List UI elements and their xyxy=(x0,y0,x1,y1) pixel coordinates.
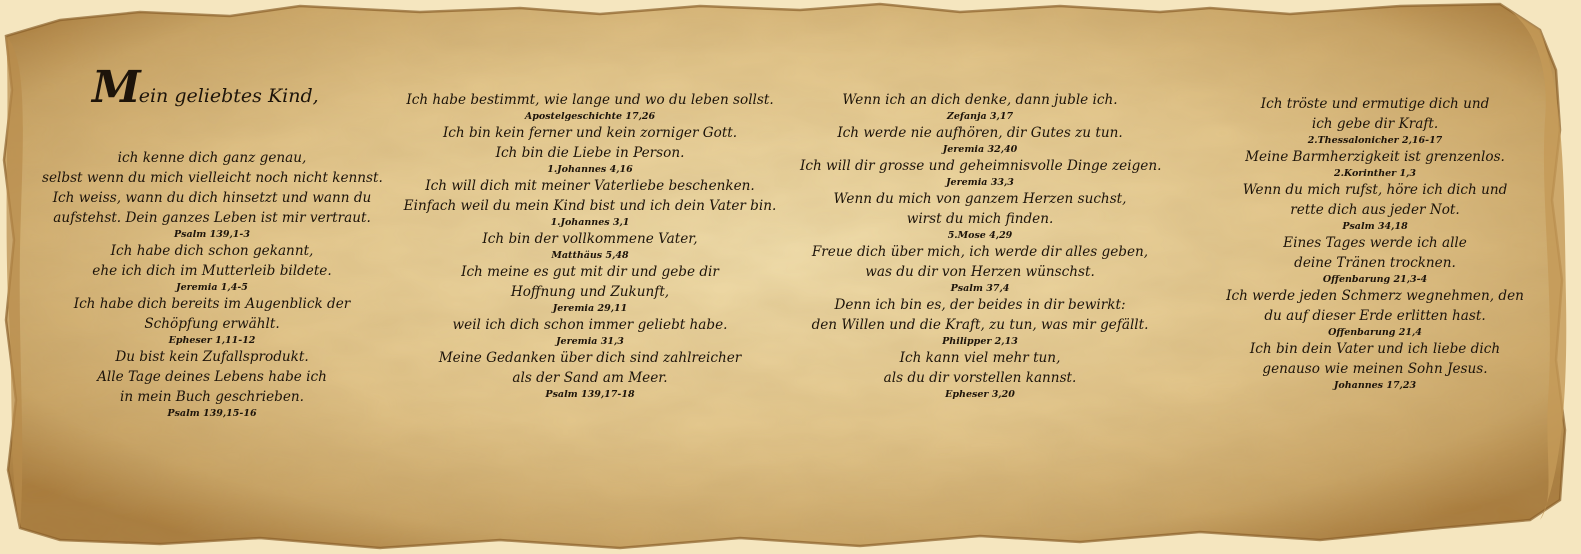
letter-line: ich kenne dich ganz genau, xyxy=(117,150,307,166)
scripture-reference: Jeremia 31,3 xyxy=(556,336,624,347)
scripture-reference: Psalm 139,17-18 xyxy=(545,389,635,400)
scripture-reference: Epheser 1,11-12 xyxy=(168,335,256,346)
letter-line: weil ich dich schon immer geliebt habe. xyxy=(452,317,728,333)
scripture-reference: Psalm 34,18 xyxy=(1342,221,1408,232)
scripture-reference: Offenbarung 21,3-4 xyxy=(1322,274,1428,285)
letter-line: Du bist kein Zufallsprodukt. xyxy=(115,349,309,365)
letter-line: Denn ich bin es, der beides in dir bewirkt: xyxy=(834,297,1126,313)
letter-line: Meine Barmherzigkeit ist grenzenlos. xyxy=(1245,149,1505,165)
letter-column-2 xyxy=(400,90,780,401)
scripture-reference: Matthäus 5,48 xyxy=(551,250,629,261)
greeting-text: ein geliebtes Kind, xyxy=(138,85,319,107)
letter-line: als der Sand am Meer. xyxy=(512,370,668,386)
letter-line: Hoffnung und Zukunft, xyxy=(510,284,670,300)
letter-line: Eines Tages werde ich alle xyxy=(1283,235,1467,251)
letter-line: du auf dieser Erde erlitten hast. xyxy=(1264,308,1486,324)
letter-line: Ich werde nie aufhören, dir Gutes zu tun. xyxy=(837,125,1123,141)
letter-line: Ich habe dich schon gekannt, xyxy=(110,243,314,259)
letter-line: ehe ich dich im Mutterleib bildete. xyxy=(92,263,332,279)
scripture-reference: 1.Johannes 4,16 xyxy=(547,164,633,175)
scripture-reference: Zefanja 3,17 xyxy=(946,111,1014,122)
letter-line: Alle Tage deines Lebens habe ich xyxy=(97,369,327,385)
letter-line: Ich bin der vollkommene Vater, xyxy=(482,231,698,247)
scripture-reference: Psalm 139,1-3 xyxy=(174,229,250,240)
letter-line: genauso wie meinen Sohn Jesus. xyxy=(1262,361,1488,377)
scripture-reference: Jeremia 32,40 xyxy=(942,144,1018,155)
scripture-reference: Jeremia 29,11 xyxy=(552,303,628,314)
scripture-reference: 2.Thessalonicher 2,16-17 xyxy=(1307,135,1443,146)
letter-column-1 xyxy=(42,148,382,420)
scripture-reference: Philipper 2,13 xyxy=(942,336,1018,347)
letter-line: Ich will dich mit meiner Vaterliebe beschenken. xyxy=(425,178,755,194)
letter-column-4 xyxy=(1215,94,1535,392)
letter-line: deine Tränen trocknen. xyxy=(1294,255,1456,271)
letter-line: Wenn du mich von ganzem Herzen suchst, xyxy=(833,191,1127,207)
letter-line: Ich werde jeden Schmerz wegnehmen, den xyxy=(1226,288,1524,304)
letter-line: selbst wenn du mich vielleicht noch nicht kennst. xyxy=(42,170,383,186)
scripture-reference: Jeremia 1,4-5 xyxy=(176,282,248,293)
letter-line: Ich habe dich bereits im Augenblick der xyxy=(73,296,351,312)
letter-line: Wenn du mich rufst, höre ich dich und xyxy=(1242,182,1508,198)
scripture-reference: Psalm 139,15-16 xyxy=(167,408,257,419)
scripture-reference: Apostelgeschichte 17,26 xyxy=(524,111,656,122)
letter-line: den Willen und die Kraft, zu tun, was mir gefällt. xyxy=(811,317,1149,333)
letter-line: wirst du mich finden. xyxy=(906,211,1054,227)
letter-line: Schöpfung erwählt. xyxy=(144,316,280,332)
scripture-reference: Epheser 3,20 xyxy=(945,389,1015,400)
letter-line: Ich bin dein Vater und ich liebe dich xyxy=(1249,341,1501,357)
letter-line: Ich meine es gut mit dir und gebe dir xyxy=(461,264,719,280)
scripture-reference: 1.Johannes 3,1 xyxy=(550,217,630,228)
letter-line: ich gebe dir Kraft. xyxy=(1311,116,1439,132)
greeting xyxy=(92,62,319,113)
scripture-reference: Psalm 37,4 xyxy=(950,283,1010,294)
letter-line: Freue dich über mich, ich werde dir alles geben, xyxy=(811,244,1149,260)
letter-line: Ich bin kein ferner und kein zorniger Gott. xyxy=(442,125,738,141)
scripture-reference: Johannes 17,23 xyxy=(1333,380,1417,391)
letter-line: Ich will dir grosse und geheimnisvolle Dinge zeigen. xyxy=(800,158,1162,174)
letter-line: Ich tröste und ermutige dich und xyxy=(1260,96,1490,112)
letter-line: als du dir vorstellen kannst. xyxy=(883,370,1077,386)
letter-line: rette dich aus jeder Not. xyxy=(1290,202,1460,218)
letter-line: Ich habe bestimmt, wie lange und wo du leben sollst. xyxy=(406,92,774,108)
scripture-reference: 5.Mose 4,29 xyxy=(947,230,1013,241)
greeting-initial: M xyxy=(92,62,139,113)
letter-line: aufstehst. Dein ganzes Leben ist mir vertraut. xyxy=(53,210,371,226)
letter-line: Ich kann viel mehr tun, xyxy=(899,350,1061,366)
letter-line: was du dir von Herzen wünschst. xyxy=(865,264,1095,280)
scripture-reference: Offenbarung 21,4 xyxy=(1328,327,1422,338)
letter-line: in mein Buch geschrieben. xyxy=(119,389,305,405)
letter-line: Wenn ich an dich denke, dann juble ich. xyxy=(842,92,1118,108)
letter-line: Ich bin die Liebe in Person. xyxy=(495,145,685,161)
letter-line: Meine Gedanken über dich sind zahlreicher xyxy=(438,350,742,366)
letter-column-3 xyxy=(800,90,1160,401)
scripture-reference: 2.Korinther 1,3 xyxy=(1333,168,1416,179)
letter-line: Ich weiss, wann du dich hinsetzt und wann du xyxy=(52,190,372,206)
letter-line: Einfach weil du mein Kind bist und ich dein Vater bin. xyxy=(403,198,777,214)
scripture-reference: Jeremia 33,3 xyxy=(946,177,1014,188)
